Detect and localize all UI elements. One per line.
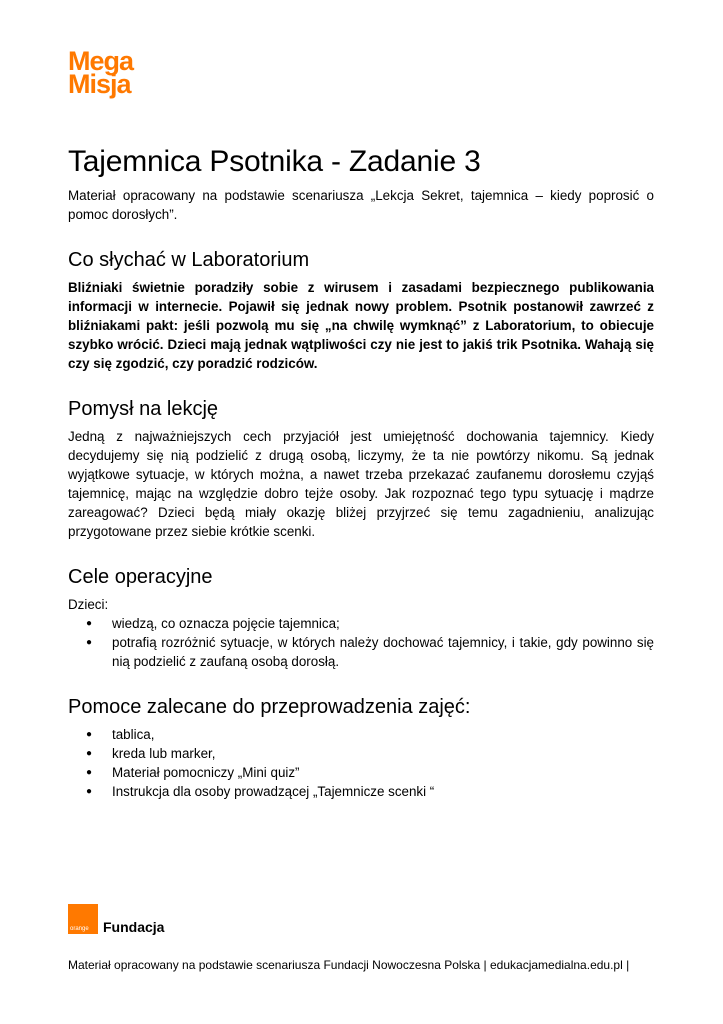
page-title: Tajemnica Psotnika - Zadanie 3 xyxy=(68,145,481,178)
list-item xyxy=(68,725,654,744)
list-item-text: wiedzą, co oznacza pojęcie tajemnica; xyxy=(112,616,340,631)
section-goals-lead: Dzieci: xyxy=(68,597,109,612)
section-aids-heading: Pomoce zalecane do przeprowadzenia zajęć: xyxy=(68,696,471,718)
bullet-icon: ● xyxy=(86,637,93,648)
list-item xyxy=(68,763,654,782)
bullet-icon: ● xyxy=(86,786,93,797)
bullet-icon: ● xyxy=(86,767,93,778)
section-lab-text: Bliźniaki świetnie poradziły sobie z wirusem i zasadami bezpiecznego publikowania informacji w internecie. Pojawił się jednak nowy problem. Psotnik postanowił zawrzeć z bliźniakami pakt: jeśli pozwolą mu się „na chwilę wymknąć” z Laboratorium, to obiecuje szybko wrócić. Dzieci mają jednak wątpliwości czy nie jest to jakiś trik Psotnika. Wahają się czy się zgodzić, czy poradzić rodziców. xyxy=(68,280,654,371)
megamisja-logo xyxy=(68,46,134,99)
orange-logo-icon xyxy=(68,904,98,934)
list-item-text: tablica, xyxy=(112,727,155,742)
logo-line-2: Misja xyxy=(68,69,131,99)
list-item-text: kreda lub marker, xyxy=(112,746,216,761)
list-item xyxy=(68,633,654,671)
document-content xyxy=(68,142,654,801)
list-item-text: potrafią rozróżnić sytuacje, w których należy dochować tajemnicy, i takie, gdy powinno się nią podzielić z zaufaną osobą dorosłą. xyxy=(112,635,654,669)
bullet-icon: ● xyxy=(86,748,93,759)
bullet-icon: ● xyxy=(86,618,93,629)
section-idea-text: Jedną z najważniejszych cech przyjaciół jest umiejętność dochowania tajemnicy. Kiedy decydujemy się nią podzielić z drugą osobą, liczymy, że ta nie powtórzy nikomu. Są jednak wyjątkowe sytuacje, w których można, a nawet trzeba przekazać zaufanemu dorosłemu czyjąś tajemnicę, mając na względzie dobro tejże osoby. Jak rozpoznać tego typu sytuację i mądrze zareagować? Dzieci będą miały okazję bliżej przyjrzeć się temu zagadnieniu, analizując przygotowane przez siebie krótkie scenki. xyxy=(68,429,654,539)
goals-list xyxy=(68,614,654,671)
list-item xyxy=(68,782,654,801)
section-idea-heading: Pomysł na lekcję xyxy=(68,398,219,420)
section-goals-heading: Cele operacyjne xyxy=(68,566,213,588)
list-item xyxy=(68,744,654,763)
list-item-text: Instrukcja dla osoby prowadzącej „Tajemnicze scenki “ xyxy=(112,784,435,799)
section-lab-heading: Co słychać w Laboratorium xyxy=(68,249,310,271)
fundacja-label: Fundacja xyxy=(103,919,165,935)
bullet-icon: ● xyxy=(86,729,93,740)
footer-text: Materiał opracowany na podstawie scenariusza Fundacji Nowoczesna Polska | edukacjamedialna.edu.pl | xyxy=(68,958,630,972)
aids-list xyxy=(68,725,654,801)
orange-fundacja-logo xyxy=(68,904,164,934)
orange-logo-text: orange xyxy=(70,926,89,932)
intro-text: Materiał opracowany na podstawie scenariusza „Lekcja Sekret, tajemnica – kiedy poprosić o pomoc dorosłych”. xyxy=(68,188,654,222)
logo-line-1: Mega xyxy=(68,46,134,76)
list-item xyxy=(68,614,654,633)
list-item-text: Materiał pomocniczy „Mini quiz” xyxy=(112,765,300,780)
